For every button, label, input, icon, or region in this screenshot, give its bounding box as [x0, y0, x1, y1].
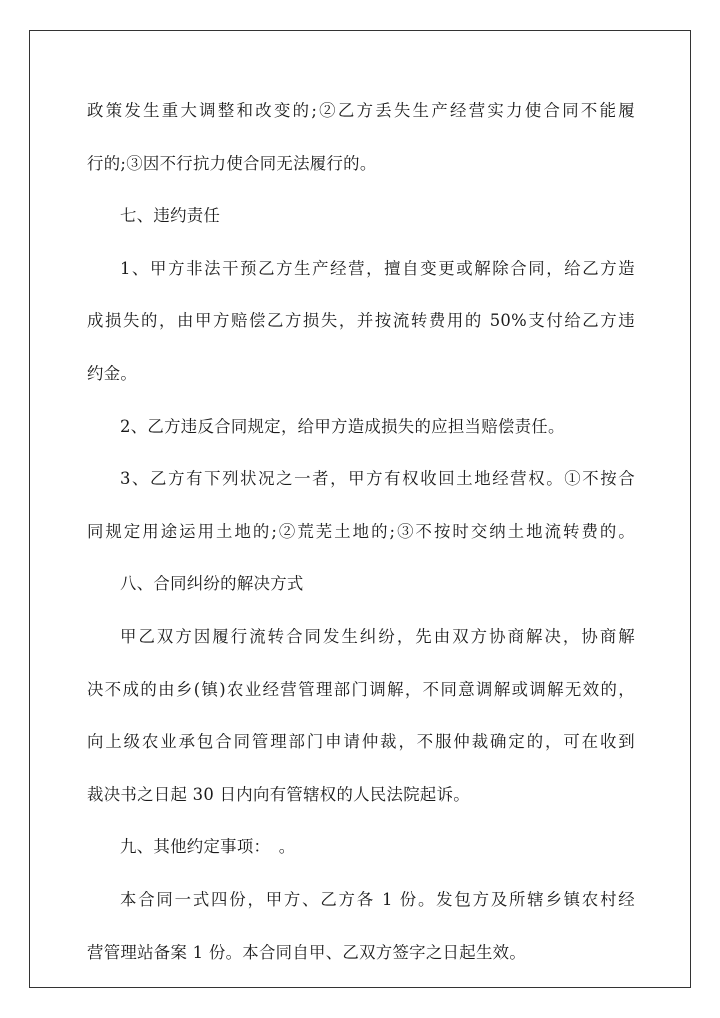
text-line: 本合同一式四份，甲方、乙方各 1 份。发包方及所辖乡镇农村经: [120, 889, 635, 909]
text-line: 向上级农业承包合同管理部门申请仲裁，不服仲裁确定的，可在收到: [87, 732, 635, 752]
text-line: 决不成的由乡(镇)农业经营管理部门调解，不同意调解或调解无效的，: [87, 679, 635, 699]
text-line: 2、乙方违反合同规定，给甲方造成损失的应担当赔偿责任。: [120, 416, 565, 436]
text-line: 裁决书之日起 30 日内向有管辖权的人民法院起诉。: [87, 784, 470, 804]
text-line: 甲乙双方因履行流转合同发生纠纷，先由双方协商解决，协商解: [120, 626, 635, 646]
text-line: 成损失的，由甲方赔偿乙方损失，并按流转费用的 50%支付给乙方违: [87, 311, 635, 331]
text-line: 营管理站备案 1 份。本合同自甲、乙双方签字之日起生效。: [87, 942, 527, 962]
section-heading-disputes: 八、合同纠纷的解决方式: [120, 574, 304, 594]
text-line: 3、乙方有下列状况之一者，甲方有权收回土地经营权。①不按合: [120, 469, 635, 489]
text-line: 1、甲方非法干预乙方生产经营，擅自变更或解除合同，给乙方造: [120, 258, 635, 278]
text-line: 行的;③因不行抗力使合同无法履行的。: [87, 153, 377, 173]
text-line: 同规定用途运用土地的;②荒芜土地的;③不按时交纳土地流转费的。: [87, 521, 635, 541]
text-line: 约金。: [87, 363, 138, 383]
document-body: [87, 92, 635, 986]
section-heading-other: 九、其他约定事项： 。: [120, 837, 296, 857]
section-heading-liability: 七、违约责任: [120, 206, 221, 226]
text-line: 政策发生重大调整和改变的;②乙方丢失生产经营实力使合同不能履: [87, 101, 635, 120]
